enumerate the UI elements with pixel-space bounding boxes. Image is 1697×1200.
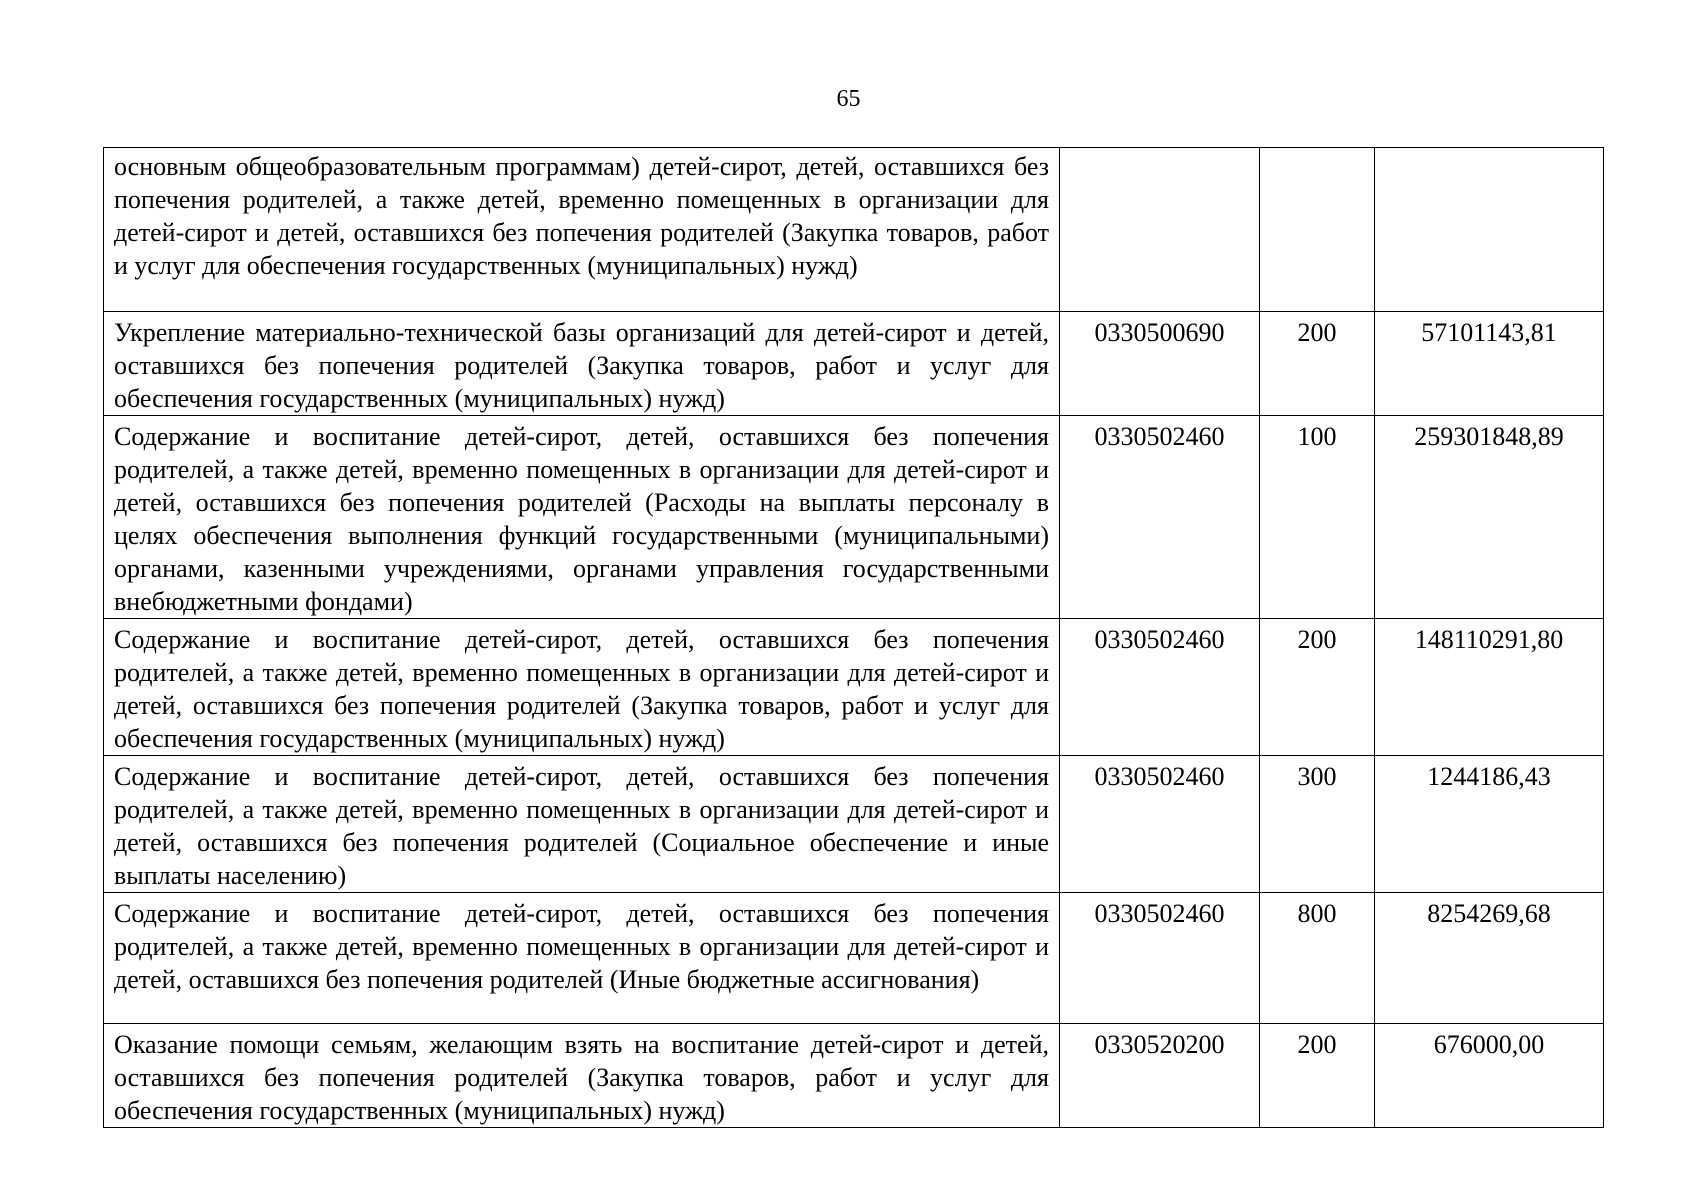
row-target-code: 0330502460	[1060, 893, 1260, 1024]
row-amount: 259301848,89	[1375, 416, 1604, 619]
row-description: Укрепление материально-технической базы организаций для детей-сирот и детей, оставшихся без попечения родителей (Закупка товаров, работ и услуг для обеспечения государственных (муниципальных) нужд)	[104, 312, 1060, 416]
row-target-code: 0330500690	[1060, 312, 1260, 416]
row-amount	[1375, 148, 1604, 312]
table-row	[104, 312, 1604, 416]
row-amount: 8254269,68	[1375, 893, 1604, 1024]
row-amount: 676000,00	[1375, 1024, 1604, 1128]
row-expense-type	[1260, 148, 1375, 312]
table-row	[104, 619, 1604, 756]
row-description: Оказание помощи семьям, желающим взять на воспитание детей-сирот и детей, оставшихся без попечения родителей (Закупка товаров, работ и услуг для обеспечения государственных (муниципальных) нужд)	[104, 1024, 1060, 1128]
row-amount: 1244186,43	[1375, 756, 1604, 893]
table-row	[104, 148, 1604, 312]
row-amount: 57101143,81	[1375, 312, 1604, 416]
row-expense-type: 100	[1260, 416, 1375, 619]
row-description: Содержание и воспитание детей-сирот, детей, оставшихся без попечения родителей, а также детей, временно помещенных в организации для детей-сирот и детей, оставшихся без попечения родителей (Закупка товаров, работ и услуг для обеспечения государственных (муниципальных) нужд)	[104, 619, 1060, 756]
row-description: Содержание и воспитание детей-сирот, детей, оставшихся без попечения родителей, а также детей, временно помещенных в организации для детей-сирот и детей, оставшихся без попечения родителей (Расходы на выплаты персоналу в целях обеспечения выполнения функций государственными (муниципальными) органами, казенными учреждениями, органами управления государственными внебюджетными фондами)	[104, 416, 1060, 619]
table-row	[104, 1024, 1604, 1128]
row-expense-type: 200	[1260, 312, 1375, 416]
row-expense-type: 300	[1260, 756, 1375, 893]
row-description: Содержание и воспитание детей-сирот, детей, оставшихся без попечения родителей, а также детей, временно помещенных в организации для детей-сирот и детей, оставшихся без попечения родителей (Социальное обеспечение и иные выплаты населению)	[104, 756, 1060, 893]
row-target-code: 0330520200	[1060, 1024, 1260, 1128]
table-row	[104, 416, 1604, 619]
page-number: 65	[836, 86, 861, 112]
row-target-code: 0330502460	[1060, 416, 1260, 619]
row-target-code	[1060, 148, 1260, 312]
row-target-code: 0330502460	[1060, 756, 1260, 893]
row-description: Содержание и воспитание детей-сирот, детей, оставшихся без попечения родителей, а также детей, временно помещенных в организации для детей-сирот и детей, оставшихся без попечения родителей (Иные бюджетные ассигнования)	[104, 893, 1060, 1024]
table-row	[104, 893, 1604, 1024]
table-row	[104, 756, 1604, 893]
budget-table	[103, 147, 1604, 1128]
row-target-code: 0330502460	[1060, 619, 1260, 756]
row-expense-type: 200	[1260, 1024, 1375, 1128]
row-expense-type: 800	[1260, 893, 1375, 1024]
row-expense-type: 200	[1260, 619, 1375, 756]
row-description: основным общеобразовательным программам) детей-сирот, детей, оставшихся без попечения родителей, а также детей, временно помещенных в организации для детей-сирот и детей, оставшихся без попечения родителей (Закупка товаров, работ и услуг для обеспечения государственных (муниципальных) нужд)	[104, 148, 1060, 312]
row-amount: 148110291,80	[1375, 619, 1604, 756]
